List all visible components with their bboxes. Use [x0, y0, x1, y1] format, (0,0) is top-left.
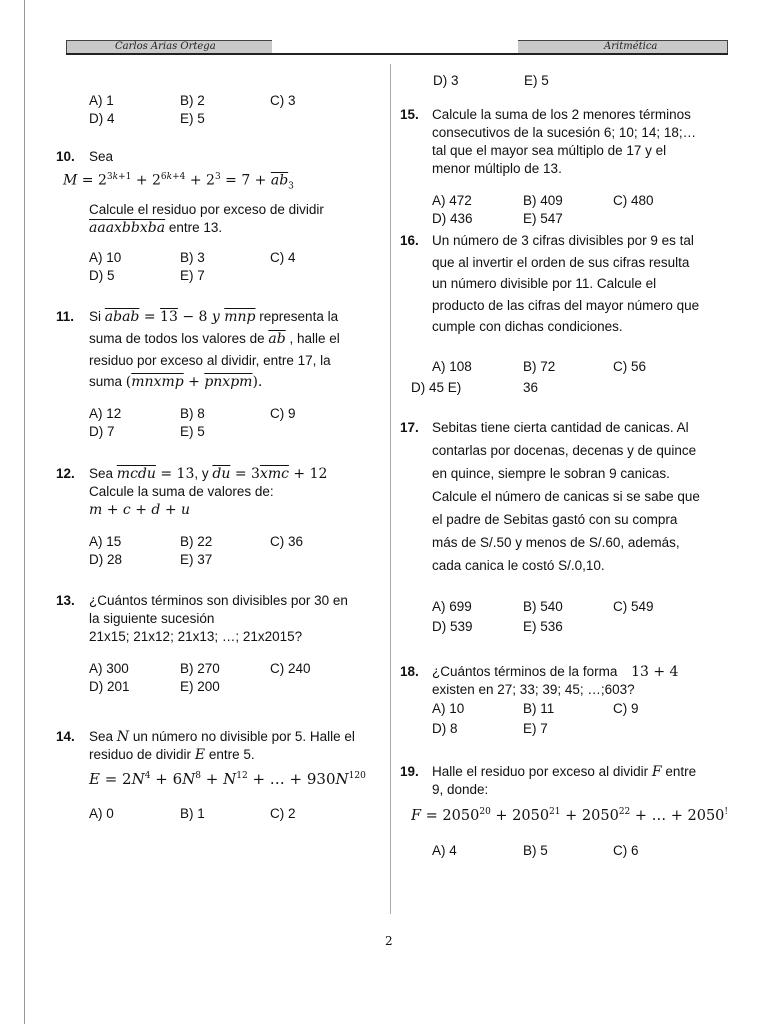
option-b: B) 11: [523, 700, 555, 716]
option-a: A) 15: [89, 534, 122, 550]
header-subject: Aritmética: [604, 41, 658, 52]
question-line-1: Halle el residuo por exceso al dividir F entre: [432, 763, 697, 780]
header-left-bar: [66, 40, 272, 54]
formula-e: $E = 2N^4 + 6N^8 + N^{12}$ + … + $930N^{120}$: [89, 770, 366, 789]
option-d: D) 201: [89, 679, 130, 695]
question-line-1: Sea N un número no divisible por 5. Halle el: [89, 729, 355, 746]
question-18: [400, 663, 718, 739]
option-a: A) 10: [432, 700, 465, 716]
option-c: C) 4: [270, 250, 296, 266]
options: [432, 842, 718, 860]
option-e: E) 5: [180, 424, 205, 440]
option-c: C) 56: [613, 358, 647, 374]
option-d: D) 28: [89, 552, 123, 568]
question-line-4: producto de las cifras del mayor número que: [432, 297, 700, 313]
question-line-1: Si abab = 13 − 8 y $\overline{mnp}$ representa la: [89, 309, 339, 326]
option-e: E) 7: [523, 720, 548, 736]
question-line-3: un número divisible por 11. Calcule el: [432, 276, 657, 291]
question-line-2: consecutivos de la sucesión 6; 10; 14; 18;…: [432, 125, 697, 140]
option-a: A) 0: [89, 806, 114, 822]
option-d: D) 4: [89, 111, 115, 126]
question-line-1: ¿Cuántos términos de la forma 13̇ + 4: [432, 663, 679, 680]
question-line-4: Calcule el número de canicas si se sabe que: [432, 488, 700, 504]
option-c: C) 9: [270, 406, 296, 422]
question-line-1: ¿Cuántos términos son divisibles por 30 en: [89, 593, 348, 609]
options-prev-question: [56, 92, 374, 128]
option-e: E) 547: [523, 211, 563, 226]
question-text: Calcule el residuo por exceso de dividir: [89, 202, 324, 218]
question-line-2: que al invertir el orden de sus cifras resulta: [432, 254, 690, 270]
question-14: [56, 728, 374, 823]
header-right-bar: [518, 40, 728, 54]
option-c: C) 2: [270, 806, 296, 822]
option-e: E) 200: [180, 679, 220, 695]
question-13: [56, 592, 374, 696]
option-value: 36: [523, 379, 539, 395]
option-b: B) 8: [180, 406, 205, 422]
formula-m: $M = 2^{3k+1} + 2^{6k+4} + 2^3$ = 7̇ + $\overline{ab}_3$: [63, 172, 294, 192]
formula-f: $F = 2050^{20} + 2050^{21} + 2050^{22}$ + … + 2050!: [411, 806, 729, 824]
option-b: B) 540: [523, 598, 563, 614]
question-number: 15.: [400, 107, 419, 122]
options: [89, 660, 374, 696]
question-15: [400, 106, 718, 228]
question-line-2: Calcule la suma de valores de:: [89, 484, 274, 500]
option-e: E) 37: [180, 552, 213, 568]
question-number: 14.: [56, 729, 75, 745]
option-b: B) 1: [180, 806, 205, 822]
question-line-5: cumple con dichas condiciones.: [432, 319, 623, 334]
option-d: D) 3: [433, 73, 459, 88]
question-line-4: suma (mnxmp + pnxpm).: [89, 374, 263, 391]
option-e: E) 5: [180, 111, 205, 126]
question-number: 18.: [400, 663, 419, 679]
question-line-2: 9, donde:: [432, 781, 489, 797]
options: [89, 805, 374, 823]
option-c: C) 240: [270, 661, 311, 677]
options: [89, 533, 374, 569]
option-a: A) 1: [89, 93, 114, 108]
question-number: 12.: [56, 466, 75, 482]
column-divider: [390, 64, 391, 914]
question-12: [56, 465, 374, 569]
option-e: E) 5: [524, 73, 549, 88]
question-text-2: aaaxbbxba entre 13.: [89, 220, 223, 237]
options: [432, 699, 718, 739]
question-line-5: el padre de Sebitas gastó con su compra: [432, 511, 678, 527]
question-line-1: Calcule la suma de los 2 menores términos: [432, 107, 691, 122]
question-line-6: más de S/.50 y menos de S/.60, además,: [432, 534, 680, 550]
question-number: 13.: [56, 593, 75, 609]
right-column: [400, 72, 729, 860]
question-number: 16.: [400, 233, 419, 248]
question-17: [400, 416, 718, 637]
options: [89, 405, 374, 441]
question-line-4: menor múltiplo de 13.: [432, 161, 562, 176]
option-d: D) 8: [432, 720, 458, 736]
option-b: B) 2: [180, 93, 205, 108]
option-d: D) 539: [432, 618, 473, 634]
options: [432, 192, 718, 228]
option-a: A) 108: [432, 358, 472, 374]
question-intro: Sea: [89, 149, 114, 164]
option-b: B) 409: [523, 193, 563, 208]
question-line-2: existen en 27; 33; 39; 45; …;603?: [432, 681, 635, 697]
question-10: [56, 148, 374, 285]
question-number: 11.: [56, 309, 75, 325]
options: [89, 249, 374, 285]
options: [432, 597, 718, 637]
option-a: A) 10: [89, 250, 122, 266]
left-column: [56, 92, 374, 823]
option-e: E) 536: [523, 618, 563, 634]
question-11: [56, 306, 374, 441]
question-line-2: suma de todos los valores de $\overline{ab}$ , halle el: [89, 331, 340, 348]
question-number: 10.: [56, 149, 75, 164]
option-a: A) 472: [432, 193, 472, 208]
question-line-3: tal que el mayor sea múltiplo de 17 y el: [432, 143, 667, 158]
formula-sum: m + c + d + u: [89, 502, 191, 519]
question-number: 17.: [400, 419, 419, 435]
question-line-2: la siguiente sucesión: [89, 611, 215, 627]
options-row-2: [411, 377, 718, 398]
question-19: [400, 763, 729, 861]
option-d: D) 436: [432, 211, 473, 226]
options: [432, 356, 718, 377]
question-line-2: contarlas por docenas, decenas y de quince: [432, 442, 697, 458]
page-number: 2: [385, 934, 393, 948]
option-b: B) 22: [180, 534, 213, 550]
option-b: B) 72: [523, 358, 556, 374]
question-line-1: Sebitas tiene cierta cantidad de canicas. Al: [432, 419, 689, 435]
option-c: C) 480: [613, 193, 654, 208]
header-underline: [66, 53, 728, 55]
option-d: D) 7: [89, 424, 115, 440]
option-c: C) 3: [270, 93, 296, 108]
options-prev-question: [400, 72, 718, 90]
question-line-2: residuo de dividir E entre 5.: [89, 747, 255, 764]
option-b: B) 5: [523, 843, 548, 859]
option-c: C) 549: [613, 598, 654, 614]
question-line-1: Sea mcdu = 13̇, y $\overline{du} = 3\overline{xmc} + 12$: [89, 466, 328, 483]
question-16: [400, 230, 718, 398]
option-a: A) 699: [432, 598, 472, 614]
option-c: C) 36: [270, 534, 304, 550]
question-line-3: 21x15; 21x12; 21x13; …; 21x2015?: [89, 629, 303, 645]
question-line-7: cada canica le costó S/.0,10.: [432, 557, 605, 573]
question-line-3: en quince, siempre le sobran 9 canicas.: [432, 465, 670, 481]
option-e: E) 7: [180, 268, 205, 284]
option-de: D) 45 E): [411, 379, 462, 395]
option-a: A) 300: [89, 661, 129, 677]
question-number: 19.: [400, 763, 419, 779]
option-a: A) 12: [89, 406, 122, 422]
header-author: Carlos Arias Ortega: [115, 41, 216, 52]
option-b: B) 3: [180, 250, 205, 266]
option-c: C) 6: [613, 843, 639, 859]
left-margin-rule: [24, 0, 25, 1024]
question-line-1: Un número de 3 cifras divisibles por 9 es tal: [432, 233, 694, 248]
option-b: B) 270: [180, 661, 220, 677]
option-d: D) 5: [89, 268, 115, 284]
option-a: A) 4: [432, 843, 457, 859]
option-c: C) 9: [613, 700, 639, 716]
question-line-3: residuo por exceso al dividir, entre 17, la: [89, 353, 331, 369]
